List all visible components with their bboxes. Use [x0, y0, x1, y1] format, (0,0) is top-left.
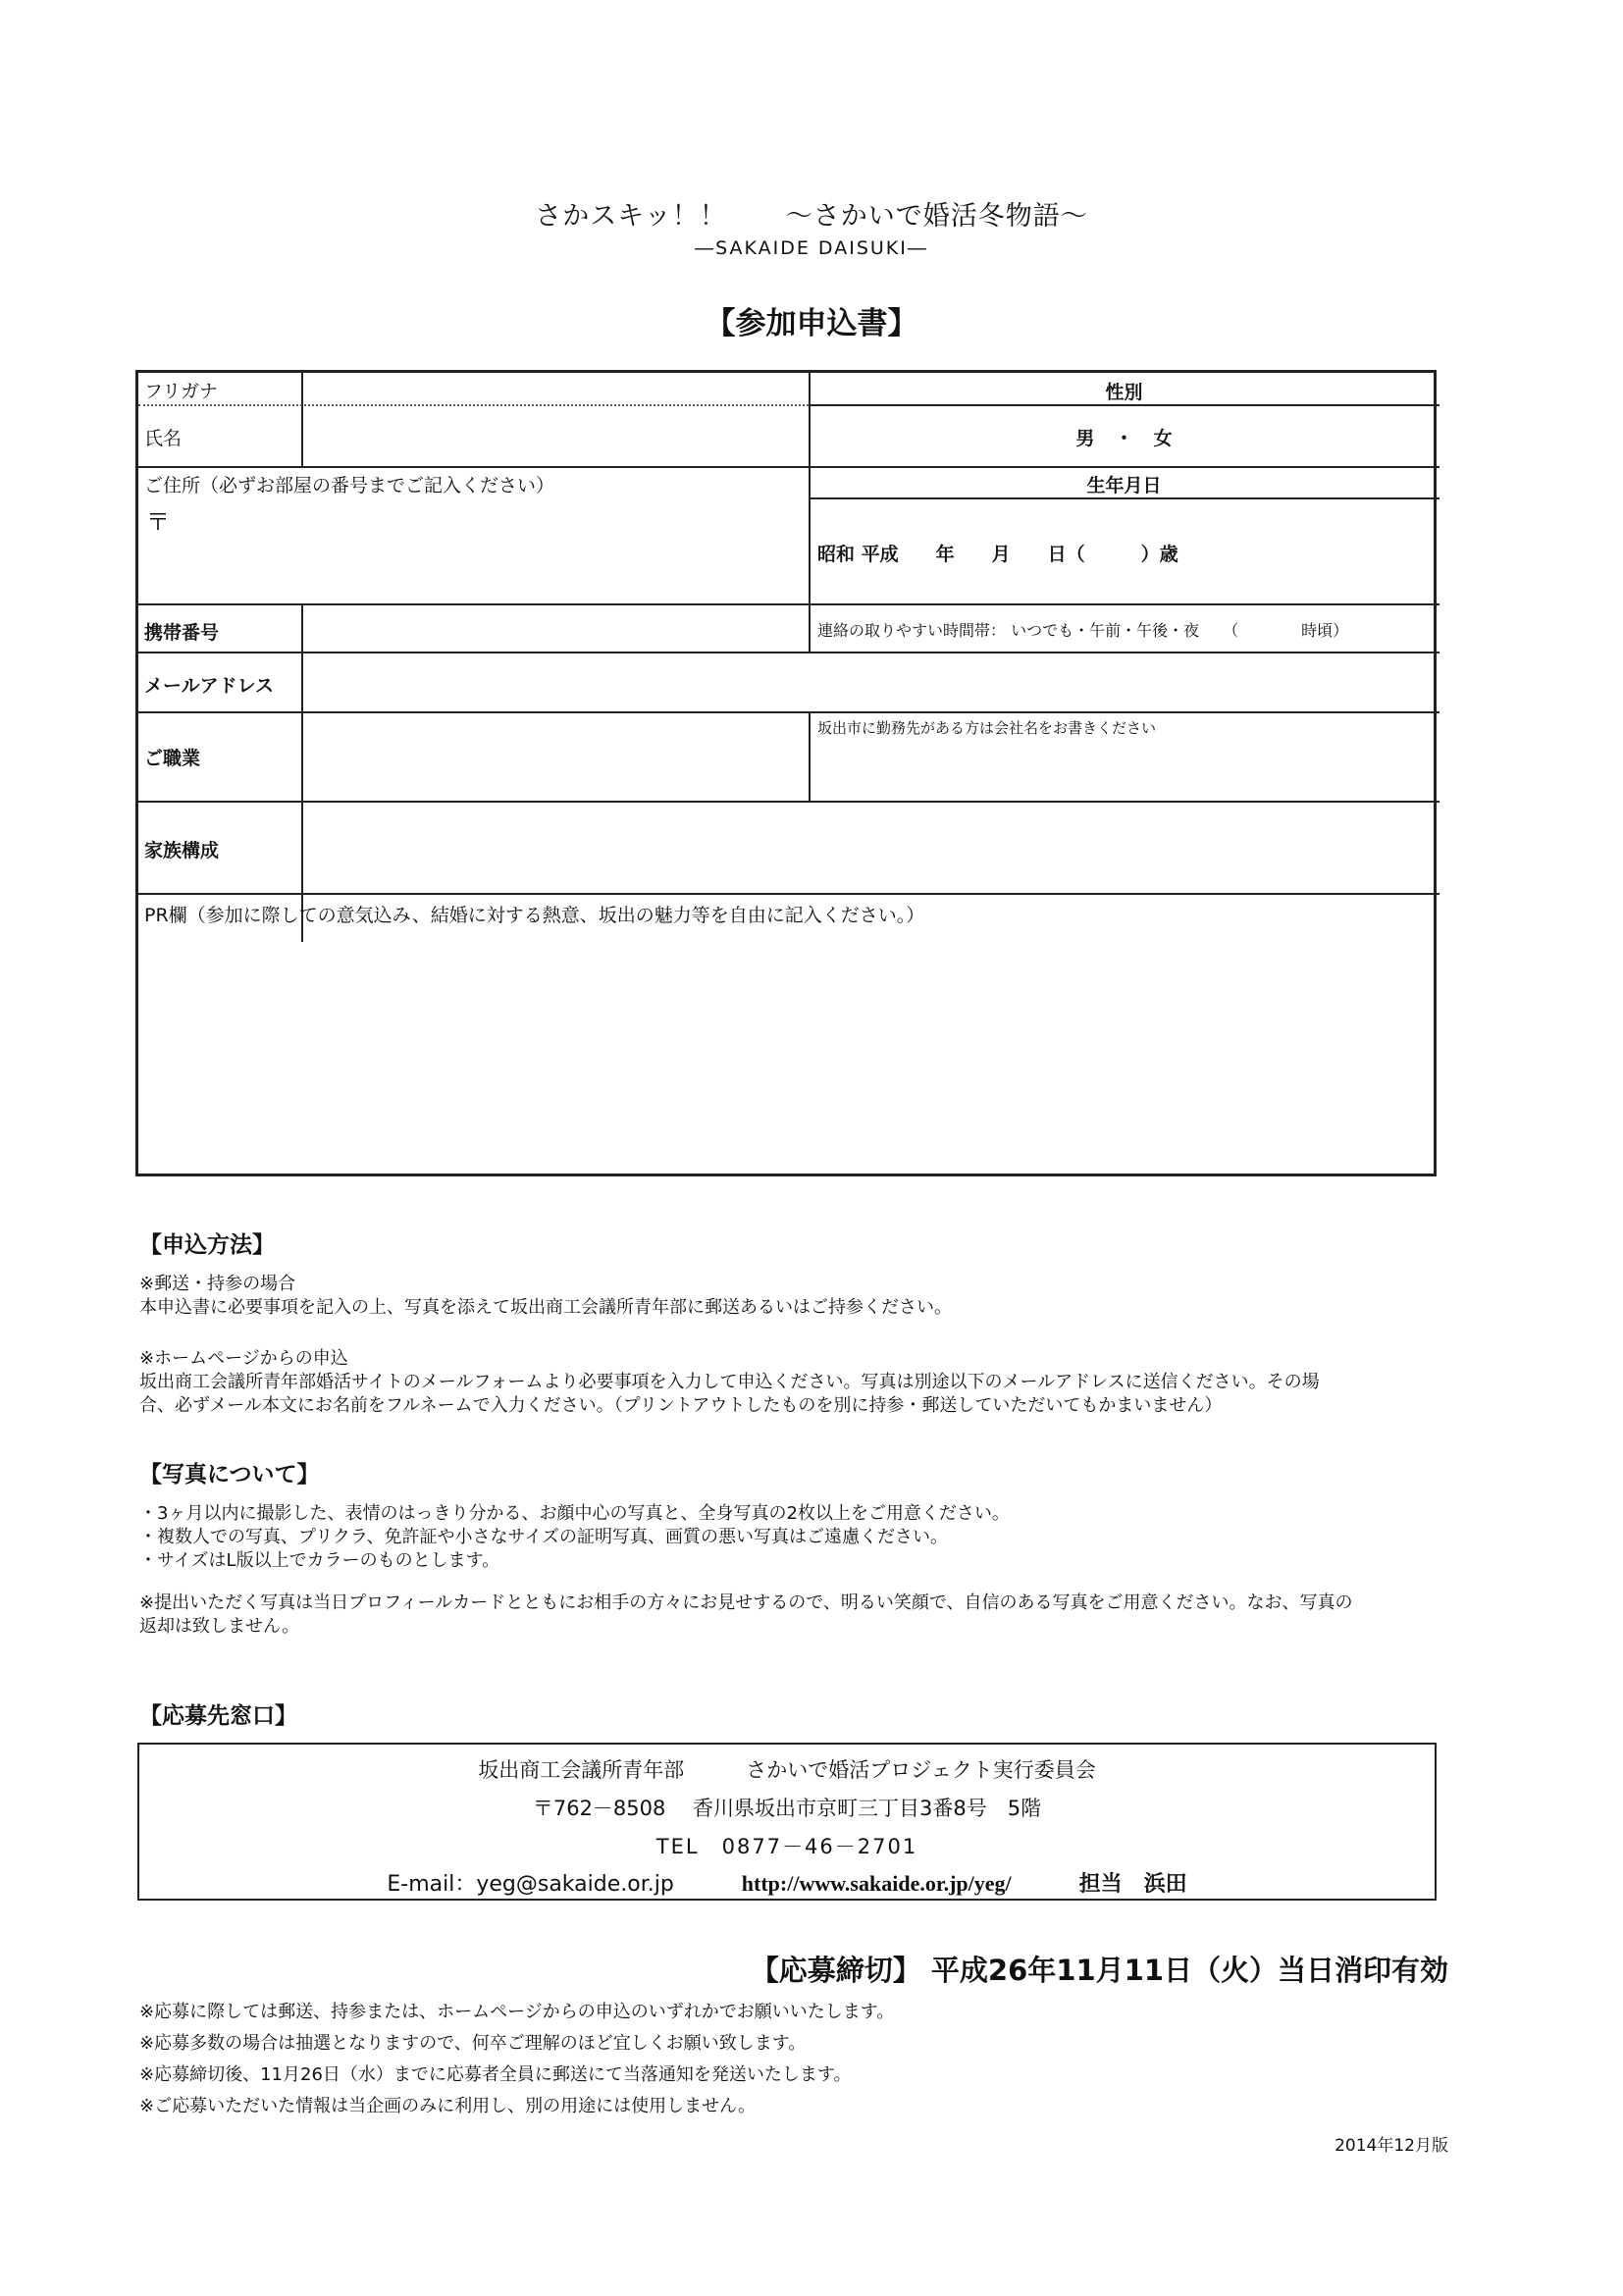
note-3: ※応募締切後、11月26日（水）までに応募者全員に郵送にて当落通知を発送いたします。 — [139, 2064, 852, 2085]
deadline — [751, 1949, 1448, 1989]
document-subtitle: ―SAKAIDE DAISUKI― — [695, 237, 928, 259]
document-title — [0, 194, 1623, 233]
deadline-value: 平成26年11月11日（火）当日消印有効 — [930, 1954, 1448, 1987]
mobile-label: 携帯番号 — [144, 622, 220, 644]
title-tagline: ～さかいで婚活冬物語～ — [785, 201, 1088, 232]
contact-box — [137, 1743, 1437, 1901]
photo-note-2: 返却は致しません。 — [139, 1616, 300, 1637]
photo-item-3: ・サイズはL版以上でカラーのものとします。 — [139, 1550, 500, 1571]
pr-label: PR欄（参加に際しての意気込み、結婚に対する熱意、坂出の魅力等を自由に記入ください。） — [144, 905, 925, 926]
photo-item-2: ・複数人での写真、プリクラ、免許証や小さなサイズの証明写真、画質の悪い写真はご遠慮ください。 — [139, 1527, 949, 1547]
birth-header: 生年月日 — [1086, 475, 1162, 496]
address-label: ご住所（必ずお部屋の番号までご記入ください） — [144, 475, 555, 496]
mail-heading: ※郵送・持参の場合 — [139, 1274, 296, 1294]
form-title: 【参加申込書】 — [705, 306, 918, 341]
birth-format[interactable]: 昭和 平成 年 月 日（ ）歳 — [817, 544, 1178, 565]
contact-line — [139, 1867, 1435, 1898]
name-label: 氏名 — [144, 428, 183, 449]
contact-email[interactable]: E-mail：yeg@sakaide.or.jp — [387, 1872, 674, 1897]
contact-tel: TEL 0877－46－2701 — [655, 1835, 918, 1858]
application-heading: 【申込方法】 — [139, 1232, 275, 1258]
contact-address: 〒762－8508 香川県坂出市京町三丁目3番8号 5階 — [532, 1797, 1042, 1820]
application-form — [135, 370, 1437, 1176]
deadline-label: 【応募締切】 — [750, 1954, 921, 1987]
note-4: ※ご応募いただいた情報は当企画のみに利用し、別の用途には使用しません。 — [139, 2096, 757, 2116]
web-text-2: 合、必ずメール本文にお名前をフルネームで入力ください。（プリントアウトしたものを別に持参・郵送していただいてもかまいません） — [139, 1395, 1223, 1416]
photo-note-1: ※提出いただく写真は当日プロフィールカードとともにお相手の方々にお見せするので、明るい笑顔で、自信のある写真をご用意ください。なお、写真の — [139, 1592, 1353, 1613]
gender-header: 性別 — [1105, 382, 1143, 403]
company-note: 坂出市に勤務先がある方は会社名をお書きください — [817, 719, 1157, 737]
photo-item-1: ・3ヶ月以内に撮影した、表情のはっきり分かる、お顔中心の写真と、全身写真の2枚以上をご用意ください。 — [139, 1503, 1010, 1524]
email-label: メールアドレス — [144, 675, 275, 697]
photo-heading: 【写真について】 — [139, 1462, 320, 1487]
contact-time[interactable]: 連絡の取りやすい時間帯： いつでも・午前・午後・夜 （ 時頃） — [817, 621, 1349, 640]
contact-url[interactable]: http://www.sakaide.or.jp/yeg/ — [741, 1871, 1012, 1896]
note-1: ※応募に際しては郵送、持参または、ホームページからの申込のいずれかでお願いいたします。 — [139, 2002, 895, 2022]
occupation-label: ご職業 — [144, 748, 201, 769]
gender-options[interactable]: 男 ・ 女 — [1075, 428, 1173, 449]
title-main: さかスキッ！！ — [535, 201, 727, 232]
web-heading: ※ホームページからの申込 — [139, 1348, 348, 1369]
note-2: ※応募多数の場合は抽選となりますので、何卒ご理解のほど宜しくお願い致します。 — [139, 2033, 807, 2054]
contact-org: 坂出商工会議所青年部 さかいで婚活プロジェクト実行委員会 — [478, 1758, 1096, 1782]
family-label: 家族構成 — [144, 840, 220, 861]
postal-mark: 〒 — [146, 508, 170, 536]
mail-text: 本申込書に必要事項を記入の上、写真を添えて坂出商工会議所青年部に郵送あるいはご持参ください。 — [139, 1297, 952, 1318]
version-label: 2014年12月版 — [1335, 2136, 1448, 2156]
contact-person: 担当 浜田 — [1078, 1872, 1187, 1897]
furigana-label: フリガナ — [144, 381, 219, 402]
contact-heading: 【応募先窓口】 — [139, 1703, 297, 1729]
web-text-1: 坂出商工会議所青年部婚活サイトのメールフォームより必要事項を入力して申込ください。写真は別途以下のメールアドレスに送信ください。その場 — [139, 1372, 1320, 1392]
